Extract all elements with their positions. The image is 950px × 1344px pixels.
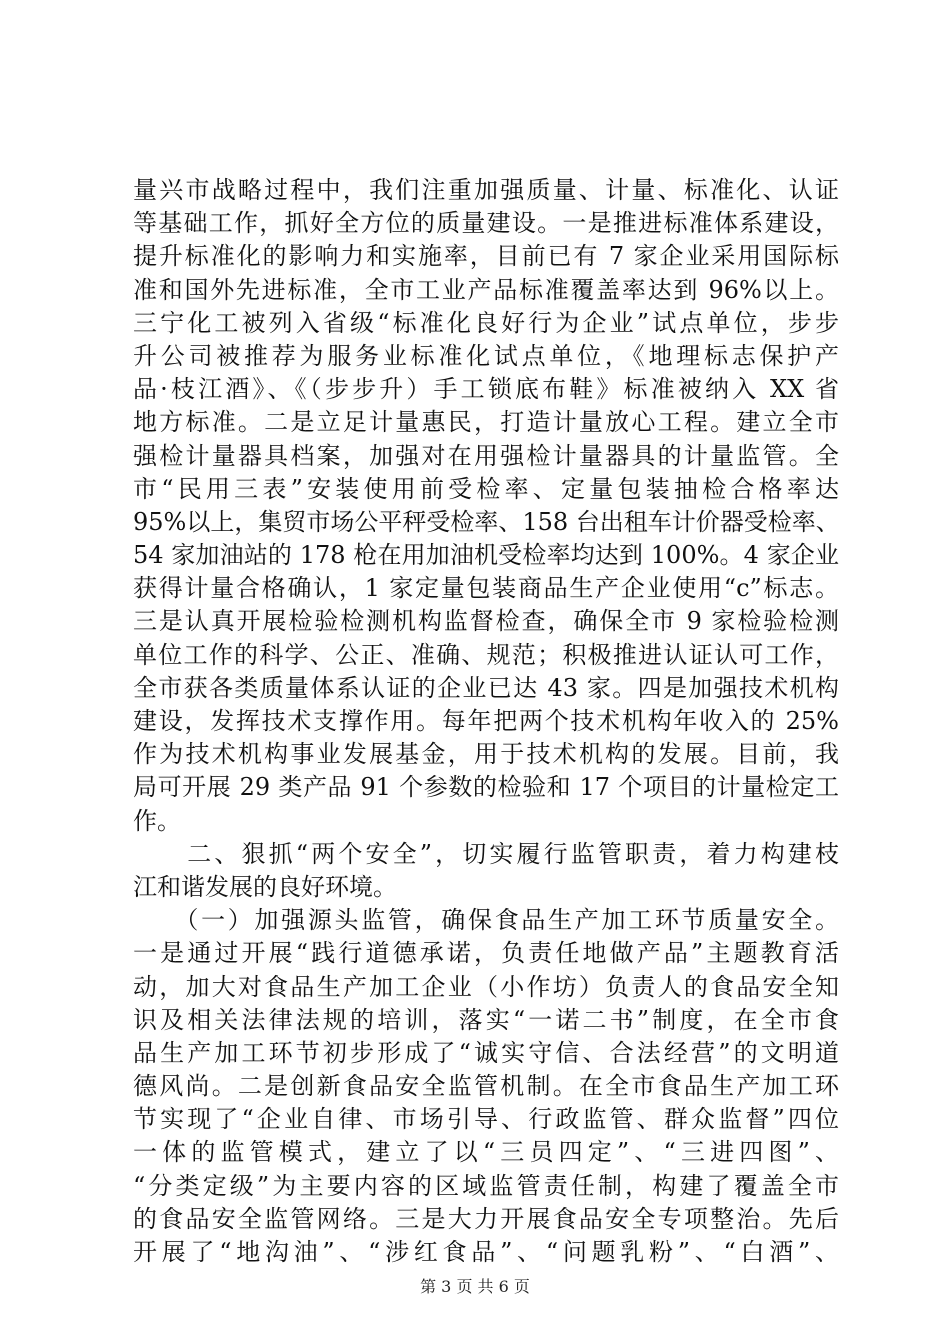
text-line: 全市获各类质量体系认证的企业已达 43 家。四是加强技术机构 <box>133 673 839 702</box>
text-line: 建设，发挥技术支撑作用。每年把两个技术机构年收入的 25% <box>133 707 839 735</box>
text-line: 开展了“地沟油”、“涉红食品”、“问题乳粉”、“白酒”、 <box>133 1238 839 1266</box>
text-line: 二、狠抓“两个安全”，切实履行监管职责，着力构建枝 <box>133 839 839 868</box>
text-line: 升公司被推荐为服务业标准化试点单位，《地理标志保护产 <box>133 341 839 370</box>
text-line: 95%以上，集贸市场公平秤受检率、158 台出租车计价器受检率、 <box>133 507 840 536</box>
text-line: 品·枝江酒》、《（步步升）手工锁底布鞋》标准被纳入 XX 省 <box>133 375 839 404</box>
text-line: 德风尚。二是创新食品安全监管机制。在全市食品生产加工环 <box>133 1072 839 1101</box>
text-line: 识及相关法律法规的培训，落实“一诺二书”制度，在全市食 <box>133 1005 839 1034</box>
text-line: 动，加大对食品生产加工企业（小作坊）负责人的食品安全知 <box>133 972 839 1001</box>
text-line: 品生产加工环节初步形成了“诚实守信、合法经营”的文明道 <box>133 1038 839 1067</box>
text-line: 的食品安全监管网络。三是大力开展食品安全专项整治。先后 <box>133 1204 839 1233</box>
text-line: 市“民用三表”安装使用前受检率、定量包装抽检合格率达 <box>133 474 839 503</box>
text-line: 局可开展 29 类产品 91 个参数的检验和 17 个项目的计量检定工 <box>133 773 839 802</box>
page-footer: 第 3 页 共 6 页 <box>420 1277 530 1296</box>
text-line: 提升标准化的影响力和实施率，目前已有 7 家企业采用国际标 <box>133 242 839 271</box>
text-line: 一体的监管模式，建立了以“三员四定”、“三进四图”、 <box>133 1138 839 1167</box>
text-line: 一是通过开展“践行道德承诺，负责任地做产品”主题教育活 <box>133 939 839 968</box>
text-line: 强检计量器具档案，加强对在用强检计量器具的计量监管。全 <box>133 441 839 470</box>
body-text <box>133 174 839 1269</box>
text-line: 准和国外先进标准，全市工业产品标准覆盖率达到 96%以上。 <box>133 275 839 304</box>
text-line: 作。 <box>133 806 181 835</box>
text-line: 三宁化工被列入省级“标准化良好行为企业”试点单位，步步 <box>133 308 839 337</box>
text-line: 量兴市战略过程中，我们注重加强质量、计量、标准化、认证 <box>133 176 839 204</box>
text-line: 作为技术机构事业发展基金，用于技术机构的发展。目前，我 <box>133 740 839 769</box>
text-line: （一）加强源头监管，确保食品生产加工环节质量安全。 <box>133 906 839 935</box>
text-line: 等基础工作，抓好全方位的质量建设。一是推进标准体系建设， <box>133 209 839 238</box>
text-line: 地方标准。二是立足计量惠民，打造计量放心工程。建立全市 <box>133 408 839 437</box>
text-line: “分类定级”为主要内容的区域监管责任制，构建了覆盖全市 <box>133 1171 839 1200</box>
text-line: 单位工作的科学、公正、准确、规范；积极推进认证认可工作， <box>133 640 839 669</box>
text-line: 节实现了“企业自律、市场引导、行政监管、群众监督”四位 <box>133 1105 839 1134</box>
text-line: 江和谐发展的良好环境。 <box>133 872 397 901</box>
text-line: 三是认真开展检验检测机构监督检查，确保全市 9 家检验检测 <box>133 607 839 636</box>
text-line: 获得计量合格确认，1 家定量包装商品生产企业使用“c”标志。 <box>133 574 839 603</box>
text-line: 54 家加油站的 178 枪在用加油机受检率均达到 100%。4 家企业 <box>133 541 839 570</box>
